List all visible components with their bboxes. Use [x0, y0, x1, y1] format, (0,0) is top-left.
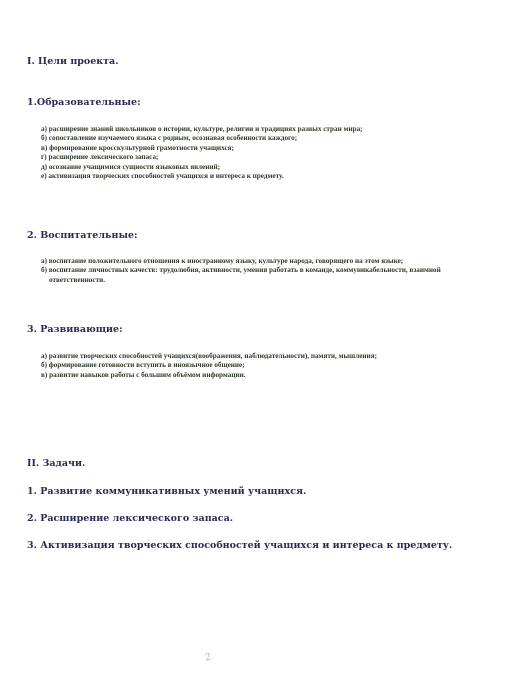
- developing-goals-list: [41, 352, 461, 380]
- list-item: а) расширение знаний школьников о истории, культуре, религии и традициях разных стран мира;: [41, 125, 363, 133]
- list-item: б) формирование готовности вступить в иноязычное общение;: [41, 361, 245, 370]
- list-item: а) развитие творческих способностей учащихся(воображения, наблюдательности), памяти, мышления;: [41, 352, 377, 360]
- list-item: в) развитие навыков работы с большим объёмом информации.: [41, 370, 246, 379]
- upbringing-goals-list: [41, 257, 461, 285]
- section-1-title: I. Цели проекта.: [27, 56, 119, 67]
- list-item: г) расширение лексического запаса;: [41, 153, 159, 162]
- page-number-mark: 2: [203, 651, 214, 664]
- list-item: б) сопоставление изучаемого языка с родным, осознавая особенности каждого;: [41, 134, 298, 143]
- section-2-title: II. Задачи.: [27, 458, 86, 469]
- educational-goals-heading: 1.Образовательные:: [27, 97, 141, 108]
- educational-goals-list: [41, 125, 461, 181]
- task-item: 1. Развитие коммуникативных умений учащихся.: [27, 486, 307, 497]
- list-item: д) осознание учащимися сущности языковых явлений;: [41, 162, 221, 171]
- upbringing-goals-heading: 2. Воспитательные:: [27, 230, 138, 241]
- list-item: а) воспитание положительного отношения к иностранному языку, культуре народа, говорящего на этом языке;: [41, 257, 404, 265]
- task-item: 2. Расширение лексического запаса.: [27, 513, 234, 524]
- developing-goals-heading: 3. Развивающие:: [27, 324, 123, 335]
- task-item: 3. Активизация творческих способностей учащихся и интереса к предмету.: [27, 540, 453, 551]
- list-item: б) воспитание личностных качеств: трудолюбия, активности, умения работать в команде, коммуникабельности, взаимной ответственности.: [41, 266, 441, 284]
- list-item: в) формирование кросскультурной грамотности учащихся;: [41, 143, 234, 152]
- list-item: е) активизация творческих способностей учащихся и интереса к предмету.: [41, 172, 284, 181]
